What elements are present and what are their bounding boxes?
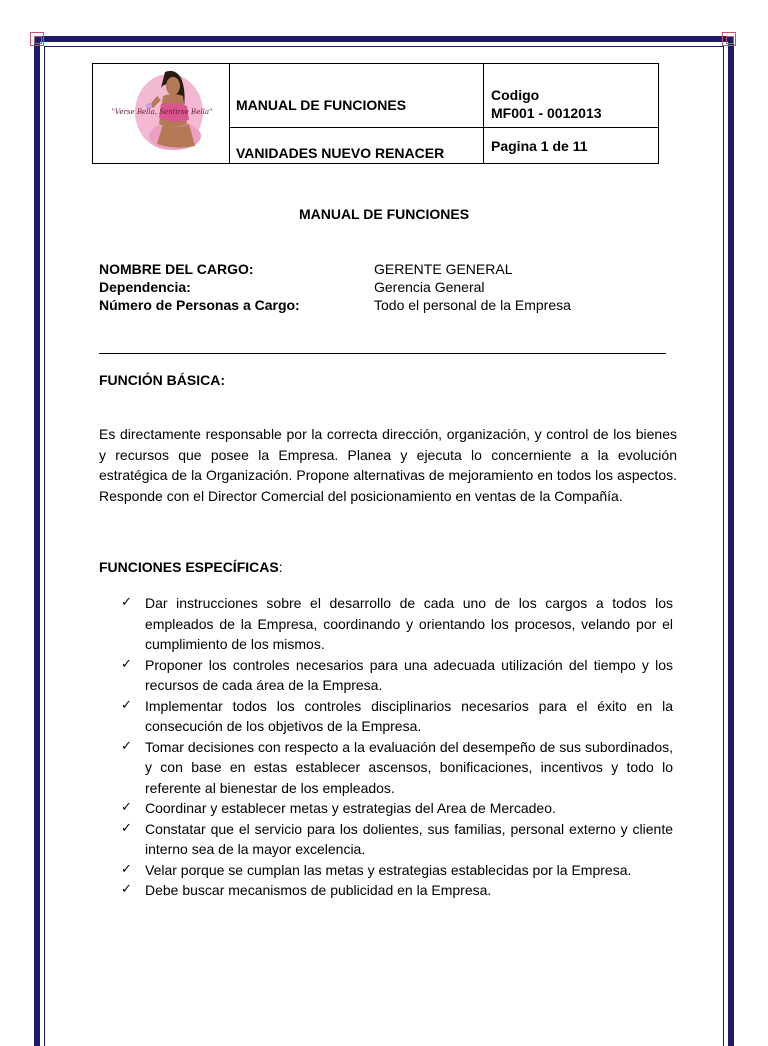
list-item-text: Dar instrucciones sobre el desarrollo de cada uno de los cargos a todos los empleados de la Empresa, coordinando y orientando los procesos, velando por el cumplimiento de los mismos.	[145, 595, 673, 652]
list-item	[121, 737, 673, 799]
field-label-dependencia: Dependencia:	[99, 279, 191, 295]
page-cell	[484, 128, 659, 164]
field-value-cargo: GERENTE GENERAL	[374, 261, 513, 277]
specific-functions-colon: :	[278, 559, 283, 575]
list-item	[121, 696, 673, 737]
specific-functions-title: FUNCIONES ESPECÍFICAS	[99, 559, 279, 575]
corner-ornament-top-right	[722, 32, 736, 46]
specific-functions-list	[121, 593, 673, 901]
company-cell	[230, 128, 484, 164]
field-value-personas: Todo el personal de la Empresa	[374, 297, 571, 313]
list-item	[121, 860, 673, 881]
check-mark-icon: ✓	[121, 656, 132, 672]
check-mark-icon: ✓	[121, 882, 132, 897]
logo-slogan: "Verse Bella, Sentirse Bella"	[111, 108, 213, 116]
list-item	[121, 655, 673, 696]
section-divider	[99, 353, 666, 354]
code-value: MF001 - 0012013	[491, 105, 602, 121]
code-cell	[484, 64, 659, 128]
list-item-text: Velar porque se cumplan las metas y estrategias establecidas por la Empresa.	[145, 861, 632, 878]
list-item-text: Proponer los controles necesarios para una adecuada utilización del tiempo y los recursos de cada área de la Empresa.	[145, 656, 673, 693]
page-number: Pagina 1 de 11	[491, 138, 588, 154]
check-mark-icon: ✓	[121, 800, 132, 815]
field-label-personas: Número de Personas a Cargo:	[99, 297, 300, 313]
list-item-text: Tomar decisiones con respecto a la evaluación del desempeño de sus subordinados, y con base en estas establecer ascensos, bonificaciones, incentivos y todo lo referente al bienestar de los empleados.	[145, 738, 673, 796]
code-label: Codigo	[491, 87, 540, 103]
field-label-cargo: NOMBRE DEL CARGO:	[99, 261, 254, 277]
header-table	[92, 63, 659, 164]
list-item-text: Debe buscar mecanismos de publicidad en la Empresa.	[145, 882, 492, 898]
doc-type-label: MANUAL DE FUNCIONES	[236, 97, 407, 113]
list-item	[121, 819, 673, 860]
check-mark-icon: ✓	[121, 738, 132, 754]
basic-function-text: Es directamente responsable por la correcta dirección, organización, y control de los bienes y recursos que posee la Empresa. Planea y ejecuta lo concerniente a la evolución estratégica de la Organización. Propone alternativas de mejoramiento en todos los aspectos. Responde con el Director Comercial del posicionamiento en ventas de la Compañía.	[99, 426, 677, 504]
check-mark-icon: ✓	[121, 697, 132, 713]
basic-function-heading: FUNCIÓN BÁSICA:	[99, 372, 225, 388]
check-mark-icon: ✓	[121, 861, 132, 877]
list-item-text: Coordinar y establecer metas y estrategias del Area de Mercadeo.	[145, 800, 556, 816]
list-item-text: Implementar todos los controles disciplinarios necesarios para el éxito en la consecución de los objetivos de la Empresa.	[145, 697, 673, 734]
list-item-text: Constatar que el servicio para los dolientes, sus familias, personal externo y cliente interno sea de la mayor excelencia.	[145, 820, 673, 857]
corner-ornament-top-left	[30, 32, 44, 46]
list-item	[121, 798, 673, 819]
list-item	[121, 880, 673, 901]
field-value-dependencia: Gerencia General	[374, 279, 485, 295]
document-title: MANUAL DE FUNCIONES	[298, 206, 470, 222]
check-mark-icon: ✓	[121, 820, 132, 836]
list-item	[121, 593, 673, 655]
logo-cell	[93, 64, 230, 163]
check-mark-icon: ✓	[121, 595, 132, 610]
specific-functions-heading	[99, 559, 283, 575]
company-name: VANIDADES NUEVO RENACER	[236, 145, 445, 161]
doc-type-cell	[230, 64, 484, 128]
